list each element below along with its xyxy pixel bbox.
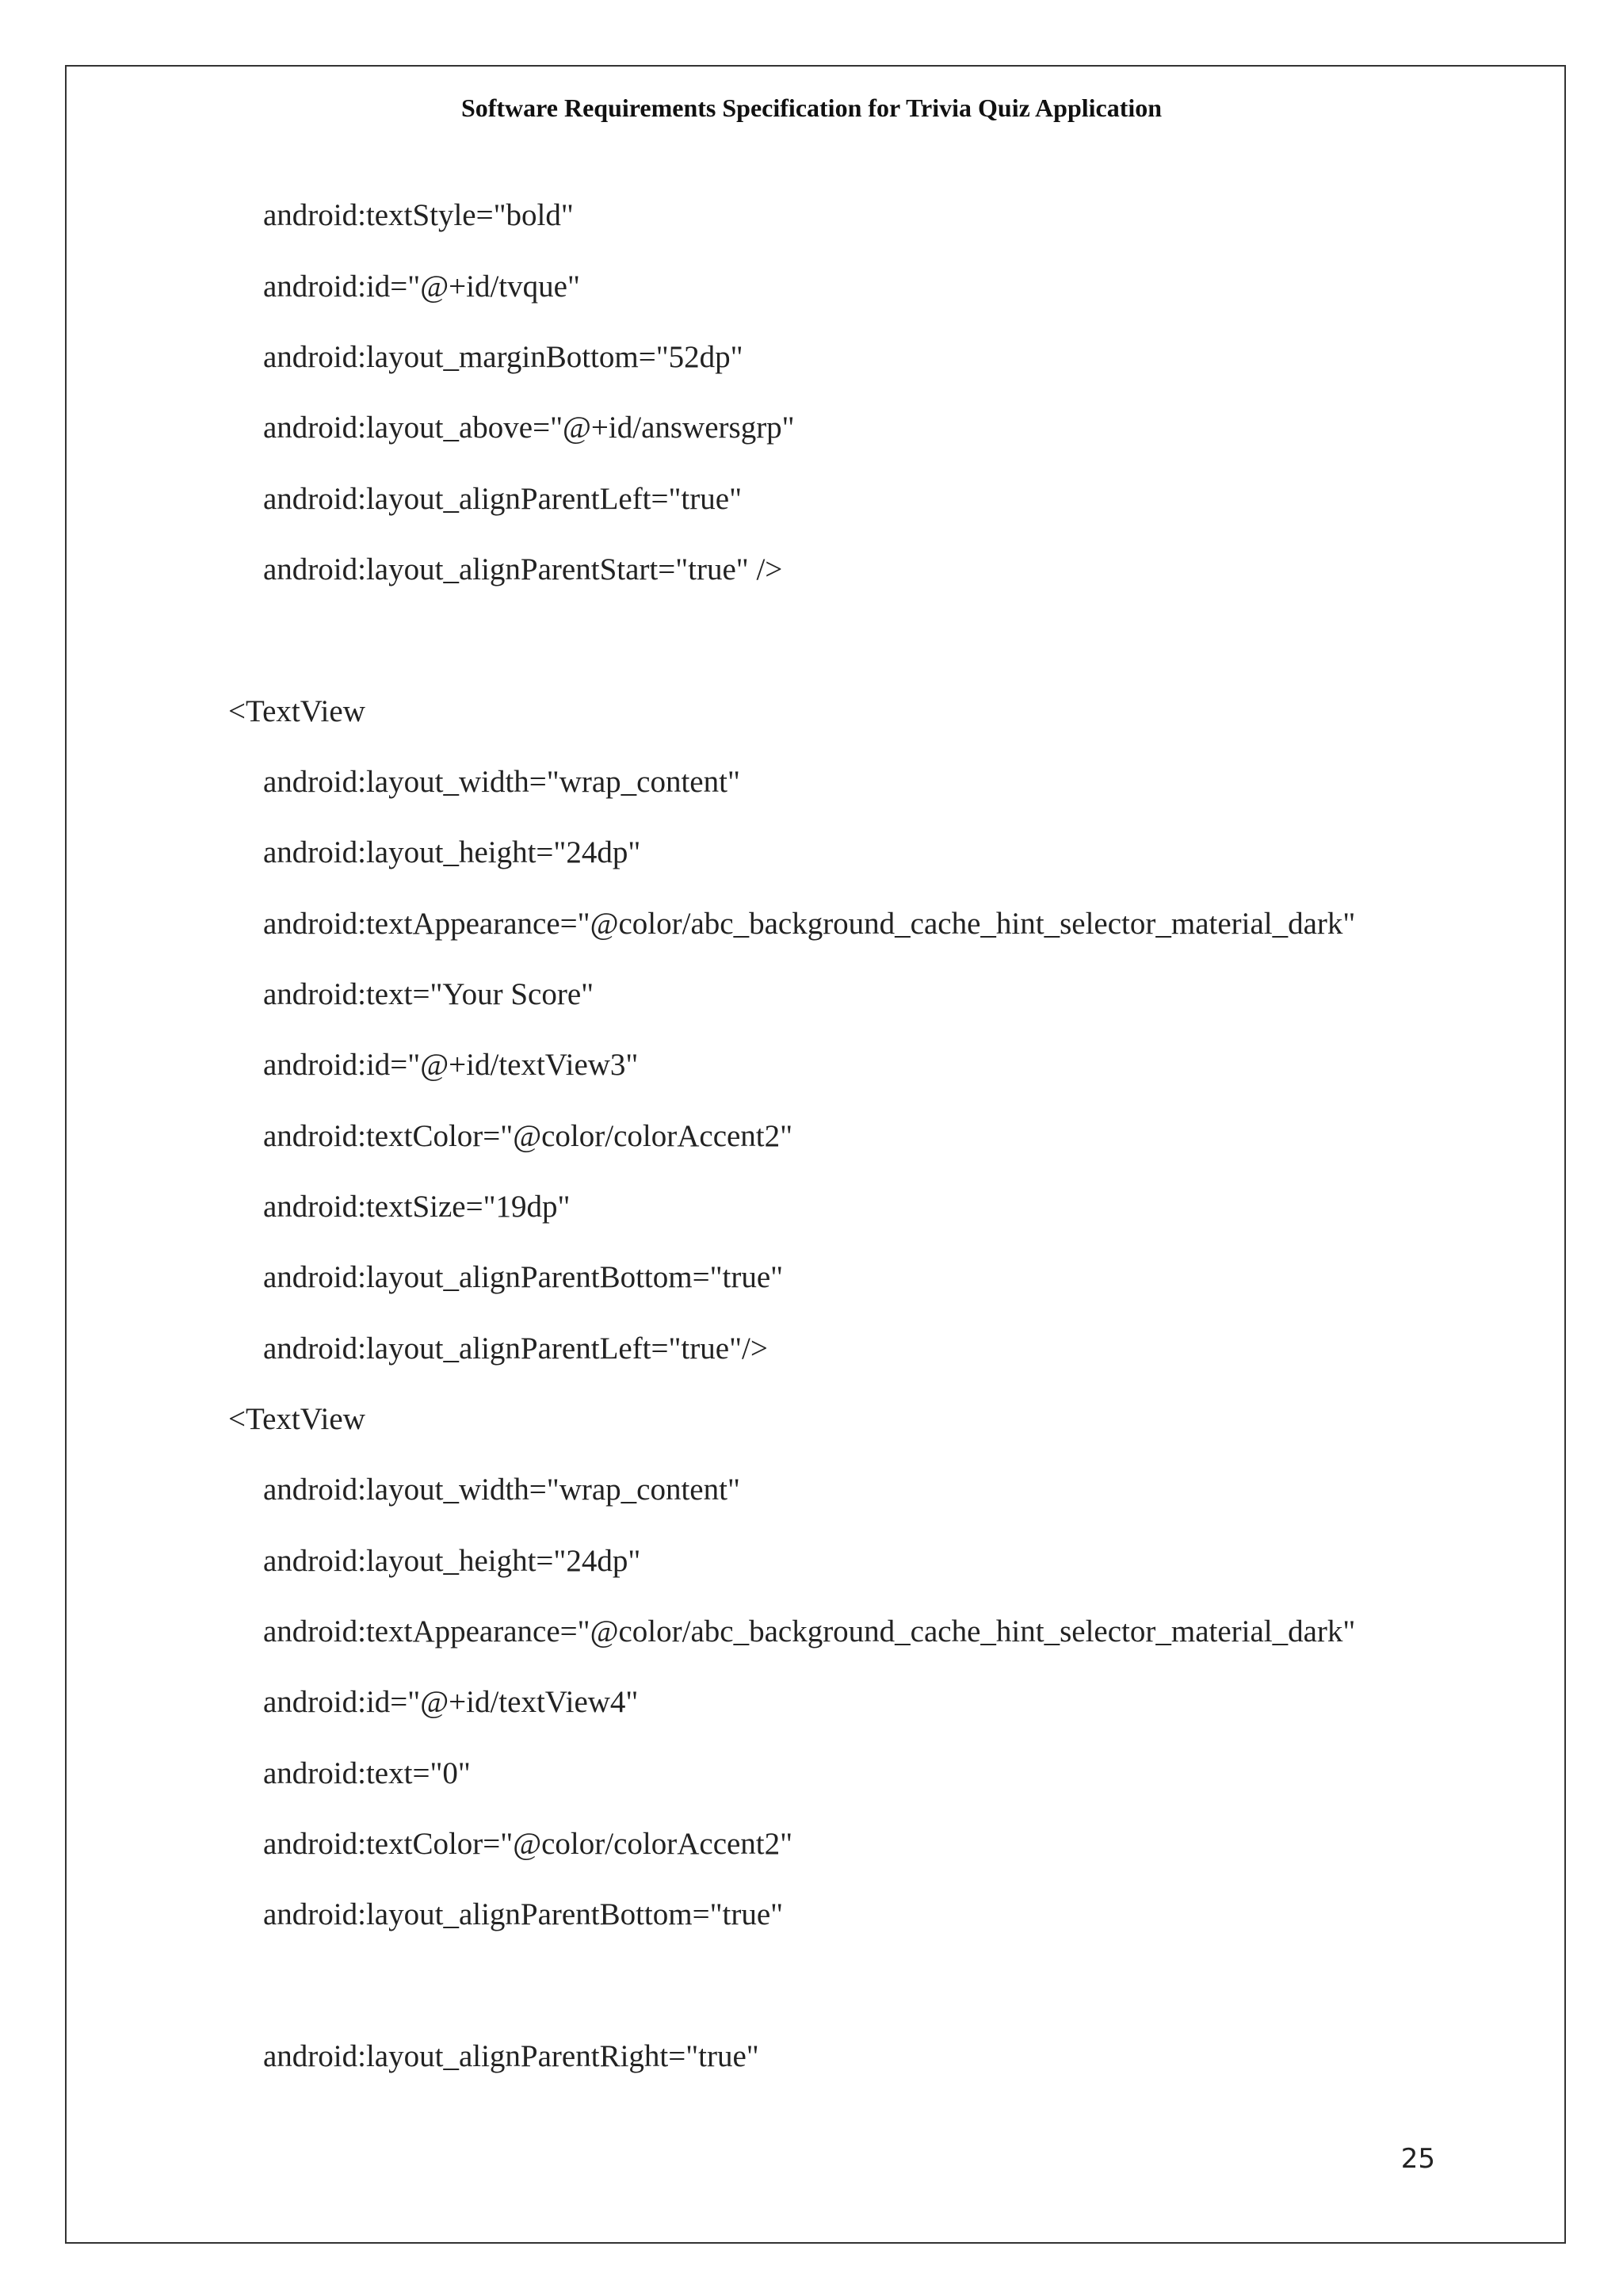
code-line: android:layout_alignParentLeft="true" (263, 482, 742, 516)
code-line: android:textAppearance="@color/abc_background_cache_hint_selector_material_dark" (263, 907, 1356, 941)
code-line: android:text="0" (263, 1756, 471, 1790)
code-line: android:id="@+id/tvque" (263, 269, 580, 304)
code-line: <TextView (228, 1402, 365, 1436)
code-line: android:layout_alignParentRight="true" (263, 2039, 759, 2073)
code-line: android:id="@+id/textView3" (263, 1048, 639, 1082)
code-line: android:textColor="@color/colorAccent2" (263, 1119, 793, 1153)
code-line: android:layout_alignParentBottom="true" (263, 1897, 784, 1931)
code-line: android:layout_width="wrap_content" (263, 765, 740, 799)
page-number: 25 (1400, 2143, 1435, 2175)
code-line: android:layout_above="@+id/answersgrp" (263, 411, 795, 445)
code-line: android:layout_alignParentStart="true" /> (263, 552, 783, 586)
document-header: Software Requirements Specification for Trivia Quiz Application (460, 94, 1163, 122)
code-line: android:textStyle="bold" (263, 198, 574, 232)
code-line: <TextView (228, 694, 365, 728)
code-line: android:text="Your Score" (263, 977, 594, 1011)
code-line: android:layout_height="24dp" (263, 835, 641, 869)
code-line: android:layout_width="wrap_content" (263, 1473, 740, 1507)
code-line: android:layout_alignParentLeft="true"/> (263, 1331, 768, 1366)
code-line: android:layout_height="24dp" (263, 1544, 641, 1578)
code-line: android:textColor="@color/colorAccent2" (263, 1827, 793, 1861)
code-line: android:layout_marginBottom="52dp" (263, 340, 743, 374)
code-line: android:textAppearance="@color/abc_background_cache_hint_selector_material_dark" (263, 1614, 1356, 1648)
code-line: android:textSize="19dp" (263, 1190, 571, 1224)
code-line: android:layout_alignParentBottom="true" (263, 1260, 784, 1294)
code-line: android:id="@+id/textView4" (263, 1685, 639, 1719)
